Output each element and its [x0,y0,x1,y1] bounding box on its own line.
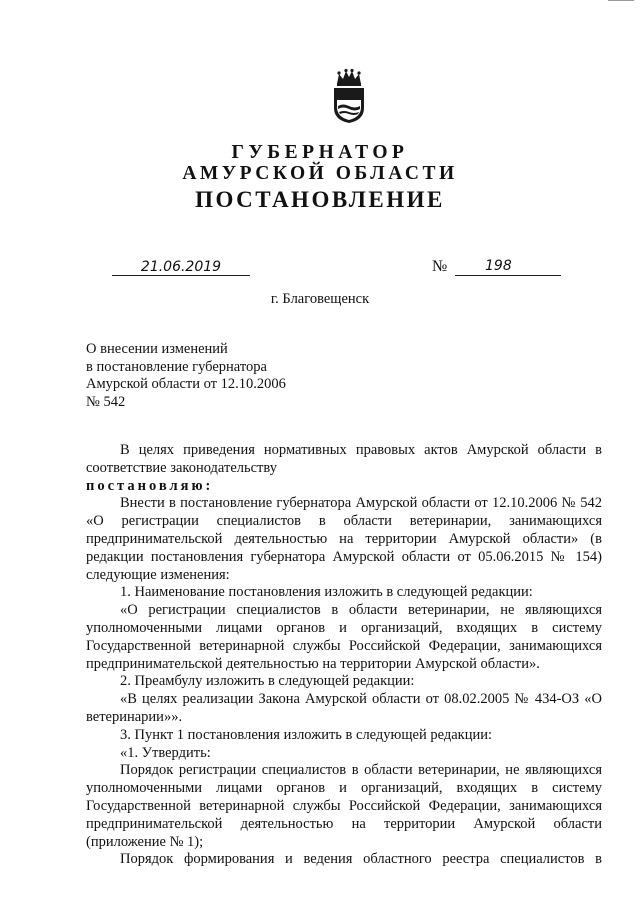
number-value: 198 [485,258,512,274]
amur-oblast-coat-of-arms-icon [329,68,369,124]
document-type-title: ПОСТАНОВЛЕНИЕ [195,187,445,212]
number-sign: № [432,258,448,275]
decree-word: постановляю: [86,477,214,494]
subject-line: в постановление губернатора [86,358,267,375]
paragraph-preamble: В целях приведения нормативных правовых актов Амурской области в соответствие законодательству [86,442,602,476]
date-value: 21.06.2019 [140,259,222,275]
subject-line: Амурской области от 12.10.2006 [86,376,286,393]
paragraph-procedure-1: Порядок регистрации специалистов в области ветеринарии, не являющихся уполномоченными лицами органов и организаций, входящих в систему Государственной ветеринарной службы Российской Федерации, занимающихся предпринимательской деятельностью на территории Амурской области (приложение № 1); [86,762,602,850]
title-region: АМУРСКОЙ ОБЛАСТИ [182,163,458,184]
paragraph-quote-preamble: «В целях реализации Закона Амурской области от 08.02.2005 № 434-ОЗ «О ветеринарии»». [86,691,602,725]
subject-line: № 542 [86,393,126,410]
document-body [86,442,602,869]
paragraph-quote-title: «О регистрации специалистов в области ветеринарии, не являющихся уполномоченными лицами органов и организаций, входящих в систему Государственной ветеринарной службы Российской Федерации, занимающихся предпринимательской деятельностью на территории Амурской области». [86,602,602,672]
paragraph-item-2: 2. Преамбулу изложить в следующей редакции: [120,673,415,690]
city-label: г. Благовещенск [270,291,370,307]
subject-line: О внесении изменений [86,341,228,357]
scan-mark [608,0,634,3]
paragraph-amend: Внести в постановление губернатора Амурской области от 12.10.2006 № 542 «О регистрации специалистов в области ветеринарии, занимающихся предпринимательской деятельностью на территории Амурской области» (в редакции постановления губернатора Амурской области от 05.06.2015 № 154) следующие изменения: [86,495,602,583]
subject-block [86,341,286,411]
paragraph-item-1: 1. Наименование постановления изложить в следующей редакции: [120,584,533,601]
paragraph-item-3: 3. Пункт 1 постановления изложить в следующей редакции: [120,726,493,743]
paragraph-approve: «1. Утвердить: [120,744,211,761]
title-governor: ГУБЕРНАТОР [231,142,409,163]
date-field [112,258,250,276]
number-field [455,258,561,276]
paragraph-procedure-2: Порядок формирования и ведения областного реестра специалистов в [120,851,602,868]
